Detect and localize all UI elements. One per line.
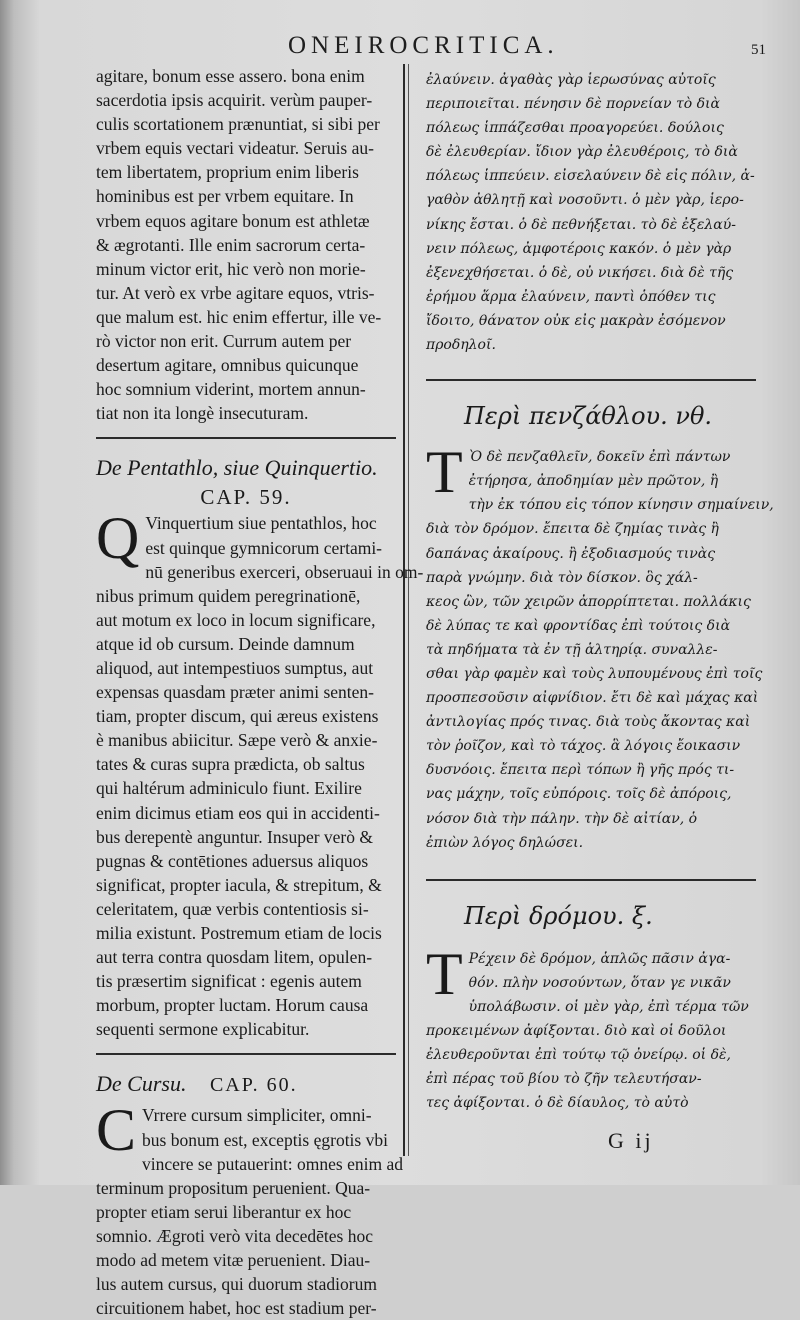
paragraph: [96, 505, 424, 1041]
text-line: rò victor non erit. Currum autem per: [96, 331, 352, 352]
text-line: προδηλοῖ.: [426, 337, 496, 354]
section-heading: Περὶ δρόμου. ξ.: [464, 901, 653, 930]
text-line: νόσον διὰ τὴν πάλην. τὴν δὲ αἰτίαν, ὁ: [426, 810, 698, 827]
latin-section-cursu: [96, 1069, 403, 1320]
text-line: & ægrotanti. Ille enim sacrorum certa-: [96, 234, 366, 255]
section-title: De Cursu.: [96, 1071, 187, 1097]
text-line: Ρέχειν δὲ δρόμον, ἁπλῶς πᾶσιν ἀγα-: [468, 950, 731, 967]
text-line: τὸν ῥοῖζον, καὶ τὸ τάχος. ἃ λόγοις ἔοικασιν: [426, 738, 741, 755]
column-divider: [403, 64, 405, 1156]
latin-column: [96, 64, 424, 1320]
text-line: hominibus est per vrbem equitare. In: [96, 186, 354, 207]
text-line: παρὰ γνώμην. διὰ τὸν δίσκον. ὃς χάλ-: [426, 569, 698, 586]
text-line: tates & curas supra prædicta, ob saltus: [96, 754, 365, 775]
chapter-number: CAP. 60.: [209, 1074, 298, 1097]
section-rule: [426, 879, 756, 881]
text-line: διὰ τὸν δρόμον. ἔπειτα δὲ ζημίας τινὰς ἢ: [426, 521, 719, 538]
drop-capital: Q: [96, 505, 140, 572]
text-line: celeritatem, quæ verbis contentiosis si-: [96, 898, 369, 919]
text-line: significat, propter iacula, & strepitum, &: [96, 874, 382, 895]
text-line: enim dicimus etiam eos qui in accidenti-: [96, 802, 380, 823]
text-line: δὲ ἐλευθερίαν. ἴδιον γὰρ ἐλευθέροις, τὸ διὰ: [426, 144, 738, 161]
section-heading: Περὶ πενζάθλου. νθ.: [464, 402, 713, 431]
text-line: est quinque gymnicorum certami-: [145, 537, 383, 558]
text-line: minum victor erit, hic verò non morie-: [96, 258, 366, 279]
text-line: ἴδοιτο, θάνατον οὐκ εἰς μακρὰν ἐσόμενον: [426, 312, 726, 329]
text-line: propter etiam serui liberantur ex hoc: [96, 1201, 352, 1222]
text-line: que malum est. hic enim effertur, ille ve-: [96, 306, 382, 327]
text-line: θόν. πλὴν νοσούντων, ὅταν γε νικᾶν: [468, 974, 731, 991]
text-line: atque id ob cursum. Deinde damnum: [96, 633, 355, 654]
page-header: [0, 30, 800, 64]
drop-capital: Τ: [426, 940, 463, 1007]
signature-mark: G ij: [608, 1128, 654, 1153]
text-line: sequenti sermone explicabitur.: [96, 1019, 310, 1040]
text-line: aut motum ex loco in locum significare,: [96, 609, 376, 630]
text-line: ἐρήμου ἅρμα ἐλαύνειν, παντὶ ὁπόθεν τις: [426, 288, 716, 305]
text-line: νας μάχην, τοῖς εὐπόροις. τοῖς δὲ ἀπόροις,: [426, 786, 732, 803]
text-line: ἐπὶ πέρας τοῦ βίου τὸ ζῆν τελευτήσαν-: [426, 1071, 702, 1088]
text-line: Ὸ δὲ πενζαθλεῖν, δοκεῖν ἐπὶ πάντων: [468, 449, 731, 466]
section-rule: [426, 379, 756, 381]
section-heading: [96, 1069, 396, 1099]
text-line: vrbem equis vectari videatur. Seruis au-: [96, 138, 374, 159]
text-line: ὑπολάβωσιν. οἱ μὲν γὰρ, ἐπὶ τέρμα τῶν: [468, 998, 749, 1015]
text-line: ἀντιλογίας πρός τινας. διὰ τοὺς ἄκοντας καὶ: [426, 714, 751, 731]
greek-section-pentathlou: [426, 395, 774, 855]
text-line: σθαι γὰρ φαμὲν καὶ τοὺς λυπουμένους ἐπὶ τοῖς: [426, 665, 763, 682]
text-line: tem libertatem, proprium enim liberis: [96, 162, 359, 183]
text-line: terminum propositum peruenient. Qua-: [96, 1177, 371, 1198]
text-line: γαθὸν ἀθλητῇ καὶ νοσοῦντι. ὁ μὲν γὰρ, ἱερο-: [426, 192, 744, 209]
text-line: νίκης ἔσται. ὁ δὲ πεθνήξεται. τὸ δὲ ἐξελαύ-: [426, 216, 736, 233]
section-rule: [96, 1053, 396, 1055]
paragraph: [426, 439, 774, 855]
text-line: bus derepentè anguntur. Insuper verò &: [96, 826, 374, 847]
latin-section-pentathlo: [96, 453, 424, 1041]
text-line: circuitionem habet, hoc est stadium per-: [96, 1298, 377, 1319]
text-line: pugnas & contētiones aduersus aliquos: [96, 850, 369, 871]
text-line: τες ἀφίξονται. ὁ δὲ δίαυλος, τὸ αὐτὸ: [426, 1095, 689, 1112]
text-line: somnio. Ægroti verò vita decedētes hoc: [96, 1225, 374, 1246]
text-line: ἐλαύνειν. ἀγαθὰς γὰρ ἱερωσύνας αὐτοῖς: [426, 72, 716, 88]
text-line: ἐξενεχθήσεται. ὁ δὲ, οὐ νικήσει. διὰ δὲ τῆς: [426, 264, 734, 281]
text-line: δὲ λύπας τε καὶ φροντίδας ἐπὶ τούτοις διὰ: [426, 617, 731, 634]
text-line: è manibus abiicitur. Sæpe verò & anxie-: [96, 730, 378, 751]
text-line: lus autem cursus, qui duorum stadiorum: [96, 1274, 377, 1295]
text-line: πόλεως ἱππεύειν. εἰσελαύνειν δὲ εἰς πόλιν, ἀ-: [426, 168, 755, 185]
text-line: bus bonum est, exceptis ęgrotis vbi: [142, 1129, 388, 1150]
text-line: vincere se putauerint: omnes enim ad: [142, 1153, 403, 1174]
paragraph: [96, 1097, 403, 1320]
text-line: sacerdotia ipsis acquirit. verùm pauper-: [96, 90, 373, 111]
text-line: ἐλευθεροῦνται ἐπὶ τούτῳ τῷ ὀνείρῳ. οἱ δὲ,: [426, 1047, 731, 1064]
paragraph: [426, 940, 756, 1116]
text-line: ἐτήρησα, ἀποδημίαν μὲν πρῶτον, ἢ: [468, 473, 719, 490]
text-line: τὰ πηδήματα τὰ ἐν τῇ ἁλτηρίᾳ. συναλλε-: [426, 641, 718, 658]
text-line: modo ad metem vitæ peruenient. Diau-: [96, 1250, 371, 1271]
text-line: Vinquertium siue pentathlos, hoc: [145, 513, 377, 534]
page-number: 51: [751, 42, 766, 58]
text-line: τὴν ἐκ τόπου εἰς τόπον κίνησιν σημαίνειν,: [468, 497, 774, 514]
text-line: aut terra contra quosdam litem, opulen-: [96, 947, 373, 968]
text-line: νειν πόλεως, ἀμφοτέροις κακόν. ὁ μὲν γὰρ: [426, 240, 732, 257]
text-line: nū generibus exerceri, obseruaui in om-: [145, 561, 424, 582]
section-rule: [96, 437, 396, 439]
drop-capital: Τ: [426, 439, 463, 506]
text-line: expensas quasdam præter animi senten-: [96, 682, 374, 703]
text-line: tiat non ita longè insecuturam.: [96, 403, 309, 424]
text-line: qui haltérum adminiculo fiunt. Exilire: [96, 778, 362, 799]
text-line: nibus primum quidem peregrinationē,: [96, 585, 361, 606]
chapter-number: CAP. 59.: [200, 485, 292, 510]
text-line: ἐπιὼν λόγος δηλώσει.: [426, 834, 584, 851]
text-line: agitare, bonum esse assero. bona enim: [96, 66, 365, 86]
drop-capital: C: [96, 1097, 137, 1164]
text-line: δυσνόοις. ἔπειτα περὶ τόπων ἢ γῆς πρός τι-: [426, 762, 735, 779]
latin-intro: [96, 64, 396, 425]
text-line: κεος ὢν, τῶν χειρῶν ἀπορρίπτεται. πολλάκις: [426, 593, 751, 610]
column-divider-inner: [408, 64, 409, 1156]
text-line: πόλεως ἱππάζεσθαι προαγορεύει. δούλοις: [426, 120, 724, 137]
greek-column: [426, 64, 774, 1115]
greek-intro: [426, 68, 756, 357]
running-title: ONEIROCRITICA.: [288, 32, 559, 59]
text-line: Vrrere cursum simpliciter, omni-: [142, 1105, 372, 1126]
text-line: culis scortationem prænuntiat, si sibi per: [96, 114, 380, 135]
text-line: morbum, propter luctam. Horum causa: [96, 995, 369, 1016]
text-line: milia existunt. Postremum etiam de locis: [96, 923, 382, 943]
text-line: tiam, propter discum, qui æreus existens: [96, 706, 379, 727]
text-line: περιποιεῖται. πένησιν δὲ πορνείαν τὸ διὰ: [426, 96, 720, 113]
text-line: desertum agitare, omnibus quicunque: [96, 355, 359, 376]
text-line: δαπάνας ἀκαίρους. ἢ ἐξοδιασμούς τινὰς: [426, 545, 716, 562]
text-line: tis præsertim significat : egenis autem: [96, 971, 362, 992]
text-line: προκειμένων ἀφίξονται. διὸ καὶ οἱ δοῦλοι: [426, 1023, 727, 1039]
section-heading: De Pentathlo, siue Quinquertio.: [96, 455, 378, 481]
text-line: προσπεσοῦσιν αἰφνίδιον. ἔτι δὲ καὶ μάχας καὶ: [426, 690, 759, 707]
text-line: tur. At verò ex vrbe agitare equos, vtris-: [96, 282, 375, 303]
text-line: hoc somnium viderint, mortem annun-: [96, 379, 366, 400]
text-line: vrbem equos agitare bonum est athletæ: [96, 210, 370, 231]
greek-section-dromou: [426, 895, 756, 1116]
text-line: aliquod, aut intempestiuos sumptus, aut: [96, 657, 374, 678]
